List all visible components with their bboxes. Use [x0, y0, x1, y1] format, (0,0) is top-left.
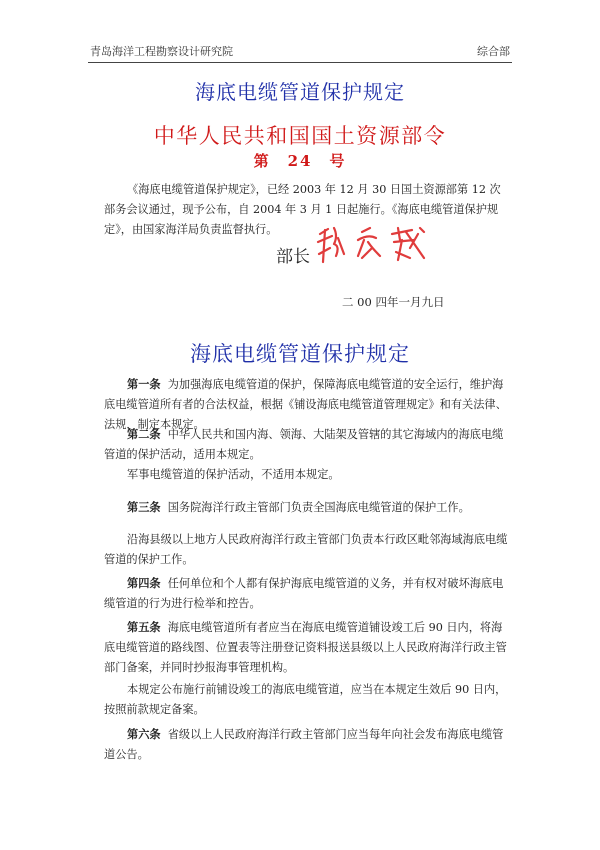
- decree-number: 第 24 号: [253, 152, 347, 170]
- article-text: 海底电缆管道所有者应当在海底电缆管道铺设竣工后 90 日内，将海底电缆管道的路线图、位置表等注册登记资料报送县级以上人民政府海洋行政主管部门备案，并同时抄报海事管理机构。: [104, 621, 507, 674]
- regulation-title: 海底电缆管道保护规定: [190, 342, 410, 366]
- article-paragraph: [104, 530, 510, 570]
- preamble-paragraph: 《海底电缆管道保护规定》，已经 2003 年 12 月 30 日国土资源部第 12 次部务会议通过，现予公布，自 2004 年 3 月 1 日起施行。《海底电缆管道保护规定》，由国家海洋局负责监督执行。: [104, 183, 501, 236]
- article-paragraph: [104, 680, 510, 720]
- article-text: 为加强海底电缆管道的保护，保障海底电缆管道的安全运行，维护海底电缆管道所有者的合法权益，根据《铺设海底电缆管道管理规定》和有关法律、法规，制定本规定。: [104, 378, 507, 431]
- page-header: [88, 40, 512, 63]
- article-label: 第三条: [127, 500, 161, 514]
- header-dept: 综合部: [477, 45, 510, 58]
- article-label: 第四条: [127, 576, 161, 590]
- issue-date: 二 00 四年一月九日: [342, 295, 445, 309]
- article-label: 第六条: [127, 727, 161, 741]
- article-label: 第二条: [127, 427, 161, 441]
- article-text: 军事电缆管道的保护活动，不适用本规定。: [127, 468, 340, 481]
- article-paragraph: [104, 424, 510, 465]
- article-paragraph: [104, 724, 510, 765]
- minister-signature: [314, 218, 434, 270]
- document-title: 海底电缆管道保护规定: [195, 80, 405, 104]
- article-text: 任何单位和个人都有保护海底电缆管道的义务，并有权对破坏海底电缆管道的行为进行检举和控告。: [104, 577, 504, 610]
- decree-title: 中华人民共和国国土资源部令: [153, 124, 447, 148]
- article-text: 沿海县级以上地方人民政府海洋行政主管部门负责本行政区毗邻海域海底电缆管道的保护工作。: [104, 533, 508, 566]
- article-text: 国务院海洋行政主管部门负责全国海底电缆管道的保护工作。: [167, 501, 470, 514]
- article-paragraph: [104, 573, 510, 614]
- article-text: 中华人民共和国内海、领海、大陆架及管辖的其它海域内的海底电缆管道的保护活动，适用本规定。: [104, 428, 504, 461]
- article-label: 第五条: [127, 620, 161, 634]
- header-org: 青岛海洋工程勘察设计研究院: [90, 45, 233, 58]
- article-label: 第一条: [127, 377, 161, 391]
- article-paragraph: [104, 617, 510, 678]
- article-text: 省级以上人民政府海洋行政主管部门应当每年向社会发布海底电缆管道公告。: [104, 728, 504, 761]
- minister-label: 部长: [276, 247, 310, 267]
- article-paragraph: [104, 465, 510, 485]
- article-text: 本规定公布施行前铺设竣工的海底电缆管道，应当在本规定生效后 90 日内，按照前款规定备案。: [104, 683, 507, 716]
- article-paragraph: [104, 497, 510, 518]
